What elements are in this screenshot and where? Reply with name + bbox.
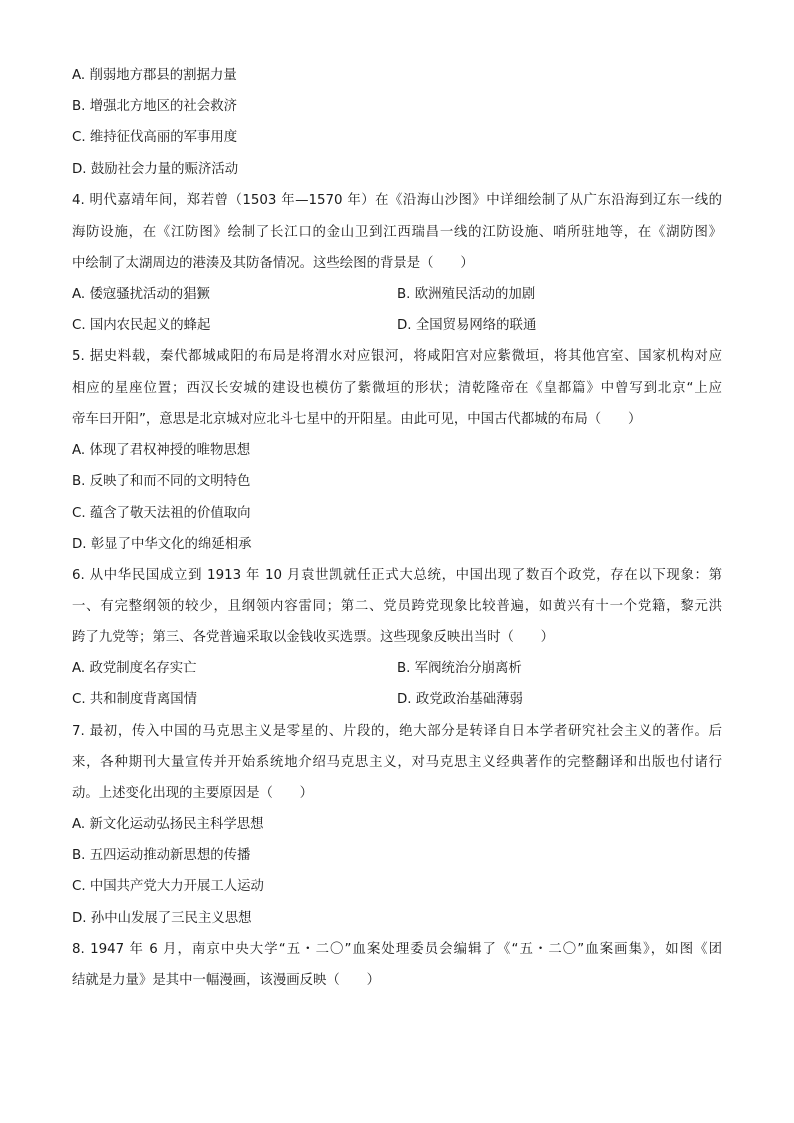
q4-option-b: B. 欧洲殖民活动的加剧 xyxy=(397,287,536,302)
q4-option-c: C. 国内农民起义的蜂起 xyxy=(72,318,211,333)
q7-stem-line-1: 7. 最初，传入中国的马克思主义是零星的、片段的，绝大部分是转译自日本学者研究社会主义的著作。后 xyxy=(72,724,722,739)
q8-stem-line-1: 8. 1947 年 6 月，南京中央大学“五・二〇”血案处理委员会编辑了《“五・二〇”血案画集》，如图《团 xyxy=(72,942,722,957)
q5-stem-line-2: 相应的星座位置；西汉长安城的建设也模仿了紫微垣的形状；清乾隆帝在《皇都篇》中曾写到北京“上应 xyxy=(72,381,722,396)
q3-option-a: A. 削弱地方郡县的割据力量 xyxy=(72,68,237,83)
q5-option-d: D. 彰显了中华文化的绵延相承 xyxy=(72,537,252,552)
q5-option-a: A. 体现了君权神授的唯物思想 xyxy=(72,443,251,458)
q7-option-a: A. 新文化运动弘扬民主科学思想 xyxy=(72,817,264,832)
q7-stem-line-3: 动。上述变化出现的主要原因是（ ） xyxy=(72,786,314,801)
q6-option-b: B. 军阀统治分崩离析 xyxy=(397,661,522,676)
q3-option-d: D. 鼓励社会力量的赈济活动 xyxy=(72,162,239,177)
q4-stem-line-1: 4. 明代嘉靖年间，郑若曾（1503 年—1570 年）在《沿海山沙图》中详细绘制了从广东沿海到辽东一线的 xyxy=(72,193,722,208)
q5-option-c: C. 蕴含了敬天法祖的价值取向 xyxy=(72,506,251,521)
q7-option-c: C. 中国共产党大力开展工人运动 xyxy=(72,879,264,894)
q7-option-d: D. 孙中山发展了三民主义思想 xyxy=(72,911,252,926)
q4-option-a: A. 倭寇骚扰活动的猖獗 xyxy=(72,287,210,302)
q5-option-b: B. 反映了和而不同的文明特色 xyxy=(72,474,251,489)
q6-option-d: D. 政党政治基础薄弱 xyxy=(397,692,523,707)
q6-stem-line-3: 跨了九党等；第三、各党普遍采取以金钱收买选票。这些现象反映出当时（ ） xyxy=(72,630,555,645)
q6-stem-line-2: 一、有完整纲领的较少，且纲领内容雷同；第二、党员跨党现象比较普遍，如黄兴有十一个党籍，黎元洪 xyxy=(72,599,722,614)
q4-stem-line-2: 海防设施，在《江防图》绘制了长江口的金山卫到江西瑞昌一线的江防设施、哨所驻地等，在《湖防图》 xyxy=(72,225,722,240)
q7-option-b: B. 五四运动推动新思想的传播 xyxy=(72,848,251,863)
q7-stem-line-2: 来，各种期刊大量宣传并开始系统地介绍马克思主义，对马克思主义经典著作的完整翻译和出版也付诸行 xyxy=(72,755,722,770)
q6-option-a: A. 政党制度名存实亡 xyxy=(72,661,197,676)
q3-option-b: B. 增强北方地区的社会救济 xyxy=(72,99,237,114)
q6-option-c: C. 共和制度背离国情 xyxy=(72,692,197,707)
q4-stem-line-3: 中绘制了太湖周边的港湊及其防备情况。这些绘图的背景是（ ） xyxy=(72,256,474,271)
q5-stem-line-1: 5. 据史料载，秦代都城咸阳的布局是将渭水对应银河，将咸阳宫对应紫微垣，将其他宫室、国家机构对应 xyxy=(72,349,722,364)
q3-option-c: C. 维持征伐高丽的军事用度 xyxy=(72,130,238,145)
q5-stem-line-3: 帝车曰开阳”，意思是北京城对应北斗七星中的开阳星。由此可见，中国古代都城的布局（ ） xyxy=(72,412,642,427)
q8-stem-line-2: 结就是力量》是其中一幅漫画，该漫画反映（ ） xyxy=(72,973,380,988)
q4-option-d: D. 全国贸易网络的联通 xyxy=(397,318,537,333)
q6-stem-line-1: 6. 从中华民国成立到 1913 年 10 月袁世凯就任正式大总统，中国出现了数百个政党，存在以下现象：第 xyxy=(72,568,722,583)
